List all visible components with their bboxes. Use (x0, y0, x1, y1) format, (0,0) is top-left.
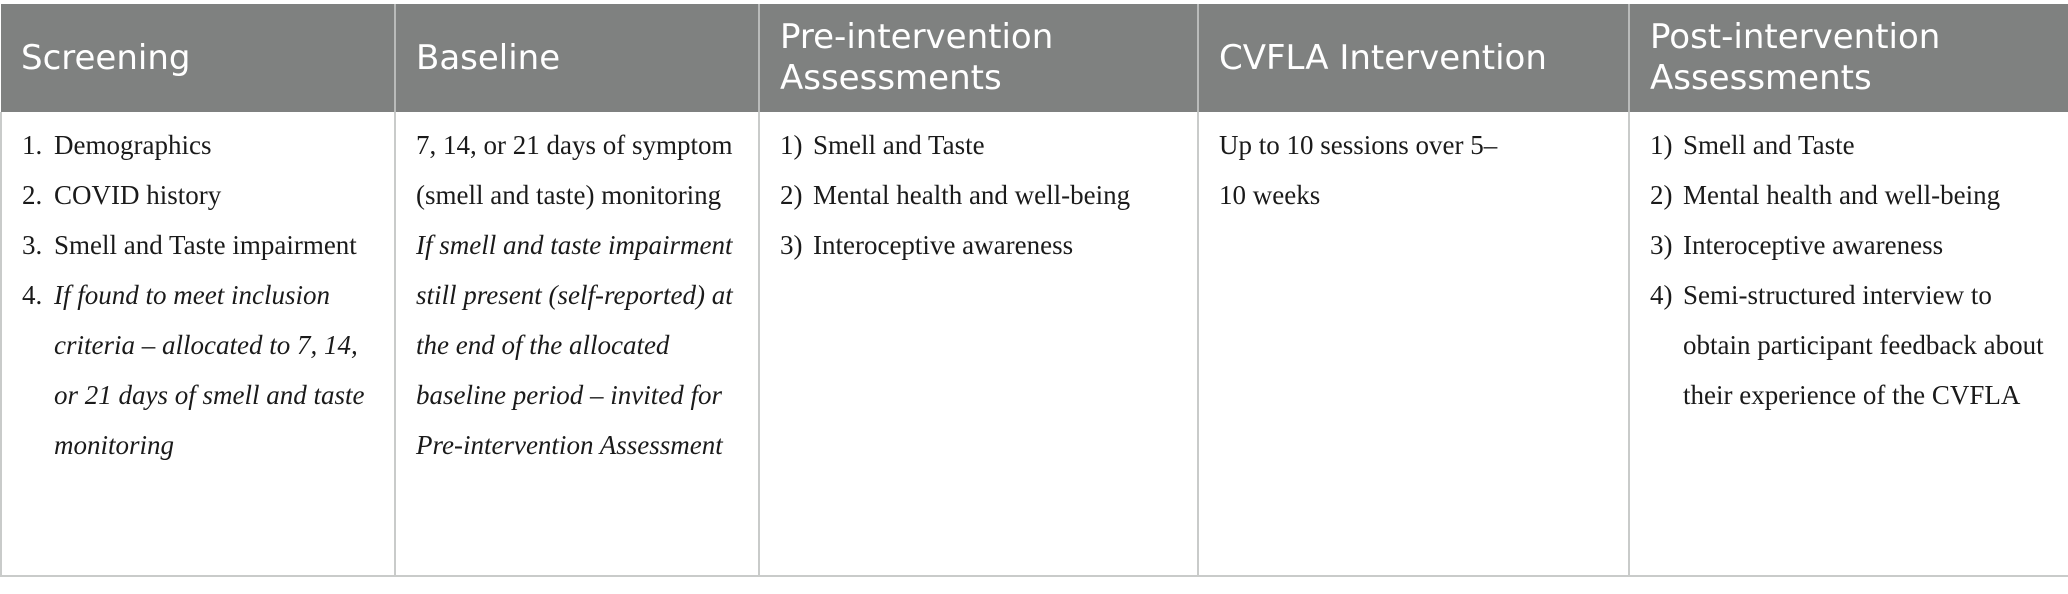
header-row (1, 4, 2068, 112)
list-text: Mental health and well-being (813, 180, 1131, 210)
list-item (1650, 170, 2050, 220)
list-number: 2) (780, 180, 803, 210)
baseline-italic-note: If smell and taste impairment still present (self-reported) at the end of the allocated baseline period – invited for Pre-intervention Assessment (416, 230, 733, 460)
pre-intervention-list (780, 120, 1179, 270)
list-text: Smell and Taste (1683, 130, 1855, 160)
list-item (780, 120, 1179, 170)
list-number: 3) (780, 230, 803, 260)
list-number: 2. (22, 180, 43, 210)
post-intervention-list (1650, 120, 2050, 420)
list-text: Smell and Taste impairment (54, 230, 357, 260)
list-text: COVID history (54, 180, 222, 210)
list-item (22, 270, 376, 470)
list-number: 1) (1650, 130, 1673, 160)
list-number: 2) (1650, 180, 1673, 210)
baseline-text: 7, 14, or 21 days of symptom (smell and taste) monitoring (416, 130, 733, 210)
content-row (1, 112, 2068, 576)
study-design-table (0, 4, 2068, 577)
list-number: 4) (1650, 280, 1673, 310)
header-post-intervention: Post-intervention Assessments (1629, 4, 2068, 112)
post-intervention-cell (1629, 112, 2068, 576)
list-number: 4. (22, 280, 43, 310)
list-item (780, 220, 1179, 270)
list-text: Smell and Taste (813, 130, 985, 160)
list-text: Mental health and well-being (1683, 180, 2001, 210)
screening-list (22, 120, 376, 470)
header-baseline: Baseline (395, 4, 759, 112)
list-item (1650, 270, 2050, 420)
list-number: 3) (1650, 230, 1673, 260)
list-number: 3. (22, 230, 43, 260)
baseline-cell (395, 112, 759, 576)
intervention-text: Up to 10 sessions over 5–10 weeks (1219, 130, 1498, 210)
list-number: 1) (780, 130, 803, 160)
intervention-cell (1198, 112, 1629, 576)
list-text: Demographics (54, 130, 212, 160)
header-pre-intervention: Pre-intervention Assessments (759, 4, 1198, 112)
list-number: 1. (22, 130, 43, 160)
list-item (22, 120, 376, 170)
list-text: Semi-structured interview to obtain participant feedback about their experience of the CVFLA (1683, 280, 2044, 410)
pre-intervention-cell (759, 112, 1198, 576)
list-item (1650, 220, 2050, 270)
list-item (780, 170, 1179, 220)
screening-cell (1, 112, 395, 576)
list-text: If found to meet inclusion criteria – allocated to 7, 14, or 21 days of smell and taste monitoring (54, 280, 365, 460)
header-screening: Screening (1, 4, 395, 112)
list-item (22, 170, 376, 220)
header-cvfla-intervention: CVFLA Intervention (1198, 4, 1629, 112)
list-item (22, 220, 376, 270)
list-text: Interoceptive awareness (813, 230, 1074, 260)
list-item (1650, 120, 2050, 170)
list-text: Interoceptive awareness (1683, 230, 1944, 260)
